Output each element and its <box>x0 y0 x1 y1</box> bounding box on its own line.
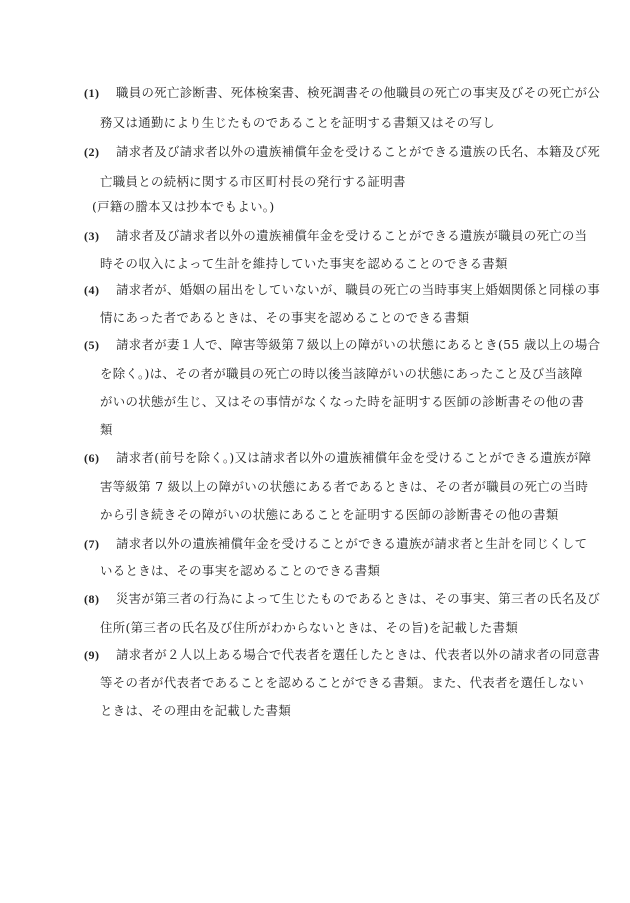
item-text-line: 請求者及び請求者以外の遺族補償年金を受けることができる遺族の氏名、本籍及び死 <box>116 144 601 159</box>
item-number: (3) <box>84 229 100 243</box>
item-text-line: 請求者が、婚姻の届出をしていないが、職員の死亡の当時事実上婚姻関係と同様の事 <box>116 282 601 297</box>
item-text-line: 職員の死亡診断書、死体検案書、検死調書その他職員の死亡の事実及びその死亡が公 <box>116 85 601 100</box>
item-text-line: から引き続きその障がいの状態にあることを証明する医師の診断書その他の書類 <box>100 507 559 522</box>
item-text-line: 請求者が２人以上ある場合で代表者を選任したときは、代表者以外の請求者の同意書 <box>116 647 601 662</box>
item-note: (戸籍の謄本又は抄本でもよい。) <box>92 199 275 214</box>
item-text-line: 情にあった者であるときは、その事実を認めることのできる書類 <box>100 310 470 325</box>
item-text-line: 請求者(前号を除く。)又は請求者以外の遺族補償年金を受けることができる遺族が障 <box>116 450 592 465</box>
item-text-line: 時その収入によって生計を維持していた事実を認めることのできる書類 <box>100 256 508 271</box>
item-text-line: 請求者が妻１人で、障害等級第７級以上の障がいの状態にあるとき(55 歳以上の場合 <box>116 337 601 352</box>
item-number: (5) <box>84 338 100 352</box>
item-text-line: 等その者が代表者であることを認めることができる書類。また、代表者を選任しない <box>100 675 585 690</box>
item-number: (9) <box>84 648 100 662</box>
item-text-line: 請求者及び請求者以外の遺族補償年金を受けることができる遺族が職員の死亡の当 <box>116 228 588 243</box>
item-text-line: 災害が第三者の行為によって生じたものであるときは、その事実、第三者の氏名及び <box>116 591 601 606</box>
item-number: (6) <box>84 451 100 465</box>
item-text-line: 亡職員との続柄に関する市区町村長の発行する証明書 <box>100 174 406 189</box>
item-number: (2) <box>84 145 100 159</box>
item-text-line: がいの状態が生じ、又はその事情がなくなった時を証明する医師の診断書その他の書 <box>100 394 585 409</box>
item-number: (1) <box>84 86 100 100</box>
item-text-line: いるときは、その事実を認めることのできる書類 <box>100 563 381 578</box>
item-text-line: 害等級第 7 級以上の障がいの状態にある者であるときは、その者が職員の死亡の当時 <box>100 479 589 494</box>
item-text-line: を除く。)は、その者が職員の死亡の時以後当該障がいの状態にあったこと及び当該障 <box>100 366 583 381</box>
item-text-line: 請求者以外の遺族補償年金を受けることができる遺族が請求者と生計を同じくして <box>116 536 588 551</box>
item-number: (7) <box>84 537 100 551</box>
item-text-line: ときは、その理由を記載した書類 <box>100 703 292 718</box>
item-number: (8) <box>84 592 100 606</box>
item-number: (4) <box>84 283 100 297</box>
item-text-line: 住所(第三者の氏名及び住所がわからないときは、その旨)を記載した書類 <box>100 620 519 635</box>
item-text-line: 類 <box>100 422 113 437</box>
item-text-line: 務又は通勤により生じたものであることを証明する書類又はその写し <box>100 115 495 130</box>
